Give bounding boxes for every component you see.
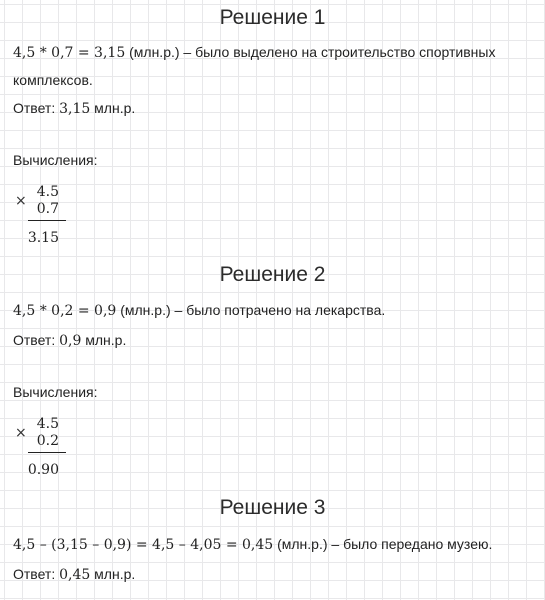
solution-1-equation-continuation: комплексов. [13,72,93,88]
solution-3-equation [13,536,492,553]
solution-1-equation-text: (млн.р.) – было выделено на строительство спортивных [125,44,496,60]
solution-2-equation [13,302,385,319]
underline [28,220,66,221]
multiplicand: 4.5 [36,416,59,432]
multiply-sign: × [15,193,27,209]
solution-1-expression: 4,5 * 0,7 = 3,15 [13,45,126,61]
answer-value: 0,45 [59,567,91,583]
solution-2-calc-label: Вычисления: [13,384,98,400]
solution-2-column-multiplication [13,416,73,480]
solution-2-heading: Решение 2 [219,263,326,286]
multiplier: 0.7 [36,201,59,217]
multiplier: 0.2 [36,433,59,449]
answer-label: Ответ: [13,100,60,116]
solution-1-equation [13,44,495,61]
multiply-sign: × [15,425,27,441]
solution-3-expression: 4,5 – (3,15 – 0,9) = 4,5 – 4,05 = 0,45 [13,537,274,553]
answer-value: 0,9 [59,333,82,349]
solution-3-heading: Решение 3 [219,496,326,519]
answer-unit: млн.р. [81,332,127,348]
answer-unit: млн.р. [90,100,136,116]
solution-3-equation-text: (млн.р.) – было передано музею. [273,536,493,552]
product: 0.90 [27,462,59,478]
underline [28,452,66,453]
product: 3.15 [27,230,59,246]
solution-3-answer [13,566,135,583]
answer-unit: млн.р. [90,566,136,582]
solution-2-equation-text: (млн.р.) – было потрачено на лекарства. [116,302,386,318]
answer-label: Ответ: [13,566,60,582]
multiplicand: 4.5 [36,184,59,200]
solution-1-calc-label: Вычисления: [13,152,98,168]
solution-1-column-multiplication [13,184,73,248]
solution-2-answer [13,332,126,349]
solution-1-answer [13,100,135,117]
solution-1-heading: Решение 1 [219,6,326,29]
answer-value: 3,15 [59,101,91,117]
solution-2-expression: 4,5 * 0,2 = 0,9 [13,303,117,319]
answer-label: Ответ: [13,332,60,348]
